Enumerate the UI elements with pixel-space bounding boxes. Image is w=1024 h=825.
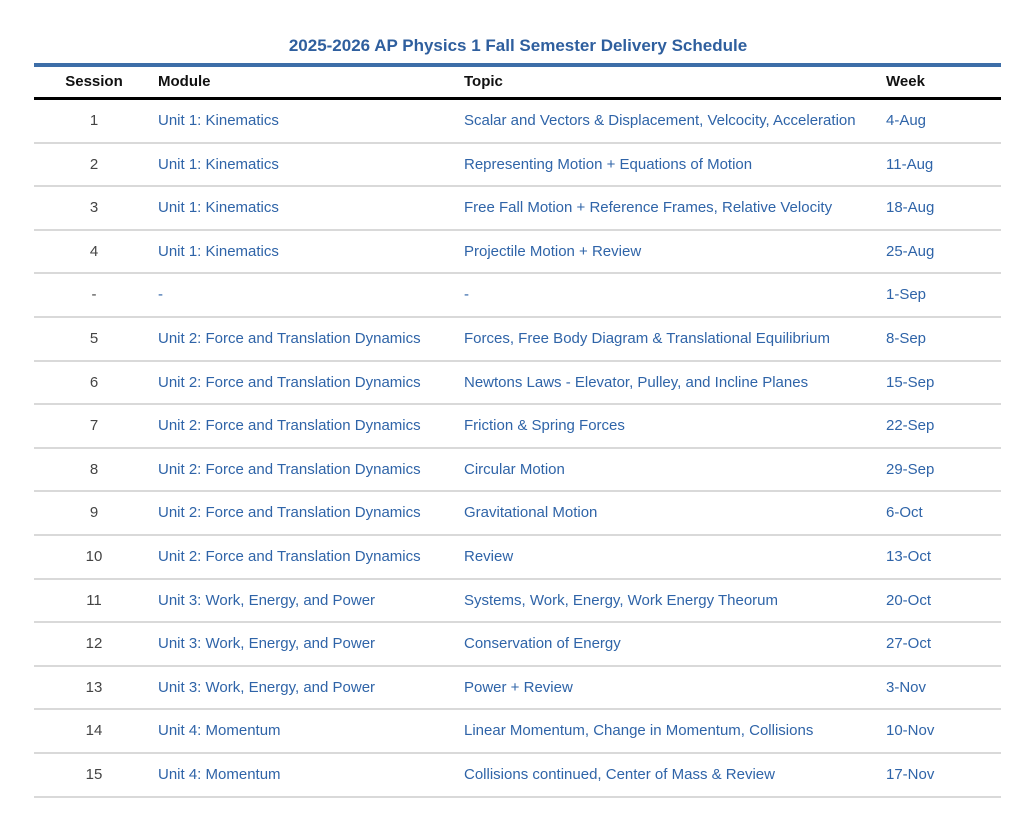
module-cell: Unit 2: Force and Translation Dynamics: [158, 373, 421, 391]
table-row: [34, 449, 1001, 493]
table-row: [34, 754, 1001, 798]
session-cell: -: [91, 286, 97, 304]
header-week: Week: [886, 73, 925, 90]
topic-cell: Free Fall Motion + Reference Frames, Relative Velocity: [464, 199, 833, 217]
topic-cell: Review: [464, 547, 514, 565]
module-cell: Unit 4: Momentum: [158, 722, 281, 740]
topic-cell: Newtons Laws - Elevator, Pulley, and Incline Planes: [464, 373, 809, 391]
topic-cell: Gravitational Motion: [464, 504, 598, 522]
table-row: [34, 667, 1001, 711]
table-row: [34, 362, 1001, 406]
header-module: Module: [158, 73, 211, 90]
module-cell: Unit 1: Kinematics: [158, 155, 279, 173]
header-topic: Topic: [464, 73, 503, 90]
week-cell: 11-Aug: [886, 155, 934, 173]
topic-cell: Representing Motion + Equations of Motion: [464, 155, 753, 173]
topic-cell: Linear Momentum, Change in Momentum, Collisions: [464, 722, 814, 740]
document-title: 2025-2026 AP Physics 1 Fall Semester Delivery Schedule: [288, 36, 748, 55]
session-cell: 14: [85, 722, 103, 740]
session-cell: 10: [85, 547, 103, 565]
week-cell: 29-Sep: [886, 460, 935, 478]
week-cell: 27-Oct: [886, 635, 932, 653]
module-cell: Unit 1: Kinematics: [158, 242, 279, 260]
session-cell: 11: [86, 591, 102, 609]
table-row: [34, 536, 1001, 580]
module-cell: Unit 2: Force and Translation Dynamics: [158, 329, 421, 347]
table-row: [34, 580, 1001, 624]
table-row: [34, 318, 1001, 362]
module-cell: Unit 1: Kinematics: [158, 112, 279, 129]
table-row: [34, 492, 1001, 536]
topic-cell: Circular Motion: [464, 460, 565, 478]
week-cell: 1-Sep: [886, 286, 927, 304]
table-row: [34, 100, 1001, 144]
session-cell: 4: [89, 242, 99, 260]
module-cell: Unit 1: Kinematics: [158, 199, 279, 217]
session-cell: 8: [89, 460, 99, 478]
module-cell: Unit 2: Force and Translation Dynamics: [158, 547, 421, 565]
session-cell: 13: [85, 678, 103, 696]
topic-cell: Collisions continued, Center of Mass & Review: [464, 765, 775, 783]
session-cell: 9: [89, 504, 99, 522]
module-cell: Unit 2: Force and Translation Dynamics: [158, 417, 421, 435]
table-row: [34, 274, 1001, 318]
session-cell: 12: [85, 635, 103, 653]
week-cell: 20-Oct: [886, 591, 932, 609]
session-cell: 5: [89, 329, 99, 347]
week-cell: 3-Nov: [886, 678, 927, 696]
week-cell: 4-Aug: [886, 112, 927, 129]
table-header-row: [34, 67, 1001, 100]
session-cell: 6: [89, 373, 99, 391]
week-cell: 22-Sep: [886, 417, 935, 435]
week-cell: 13-Oct: [886, 547, 932, 565]
session-cell: 3: [89, 199, 99, 217]
header-session: Session: [65, 73, 123, 90]
table-row: [34, 710, 1001, 754]
topic-cell: Forces, Free Body Diagram & Translational Equilibrium: [464, 329, 830, 347]
schedule-table: [34, 63, 1001, 798]
module-cell: Unit 3: Work, Energy, and Power: [158, 591, 376, 609]
module-cell: -: [158, 286, 163, 304]
topic-cell: Projectile Motion + Review: [464, 242, 642, 260]
topic-cell: Conservation of Energy: [464, 635, 621, 653]
table-row: [34, 231, 1001, 275]
module-cell: Unit 4: Momentum: [158, 765, 281, 783]
topic-cell: Friction & Spring Forces: [464, 417, 625, 435]
session-cell: 7: [89, 417, 99, 435]
table-row: [34, 623, 1001, 667]
module-cell: Unit 3: Work, Energy, and Power: [158, 635, 376, 653]
session-cell: 15: [85, 765, 103, 783]
topic-cell: Scalar and Vectors & Displacement, Velcocity, Acceleration: [464, 112, 856, 129]
module-cell: Unit 2: Force and Translation Dynamics: [158, 504, 421, 522]
week-cell: 17-Nov: [886, 765, 935, 783]
week-cell: 10-Nov: [886, 722, 935, 740]
week-cell: 18-Aug: [886, 199, 935, 217]
module-cell: Unit 3: Work, Energy, and Power: [158, 678, 376, 696]
topic-cell: Systems, Work, Energy, Work Energy Theorum: [464, 591, 778, 609]
topic-cell: Power + Review: [464, 678, 573, 696]
week-cell: 15-Sep: [886, 373, 935, 391]
week-cell: 8-Sep: [886, 329, 927, 347]
table-row: [34, 187, 1001, 231]
session-cell: 1: [89, 112, 99, 129]
topic-cell: -: [464, 286, 469, 304]
table-row: [34, 405, 1001, 449]
week-cell: 25-Aug: [886, 242, 935, 260]
week-cell: 6-Oct: [886, 504, 923, 522]
session-cell: 2: [89, 155, 99, 173]
module-cell: Unit 2: Force and Translation Dynamics: [158, 460, 421, 478]
table-row: [34, 144, 1001, 188]
